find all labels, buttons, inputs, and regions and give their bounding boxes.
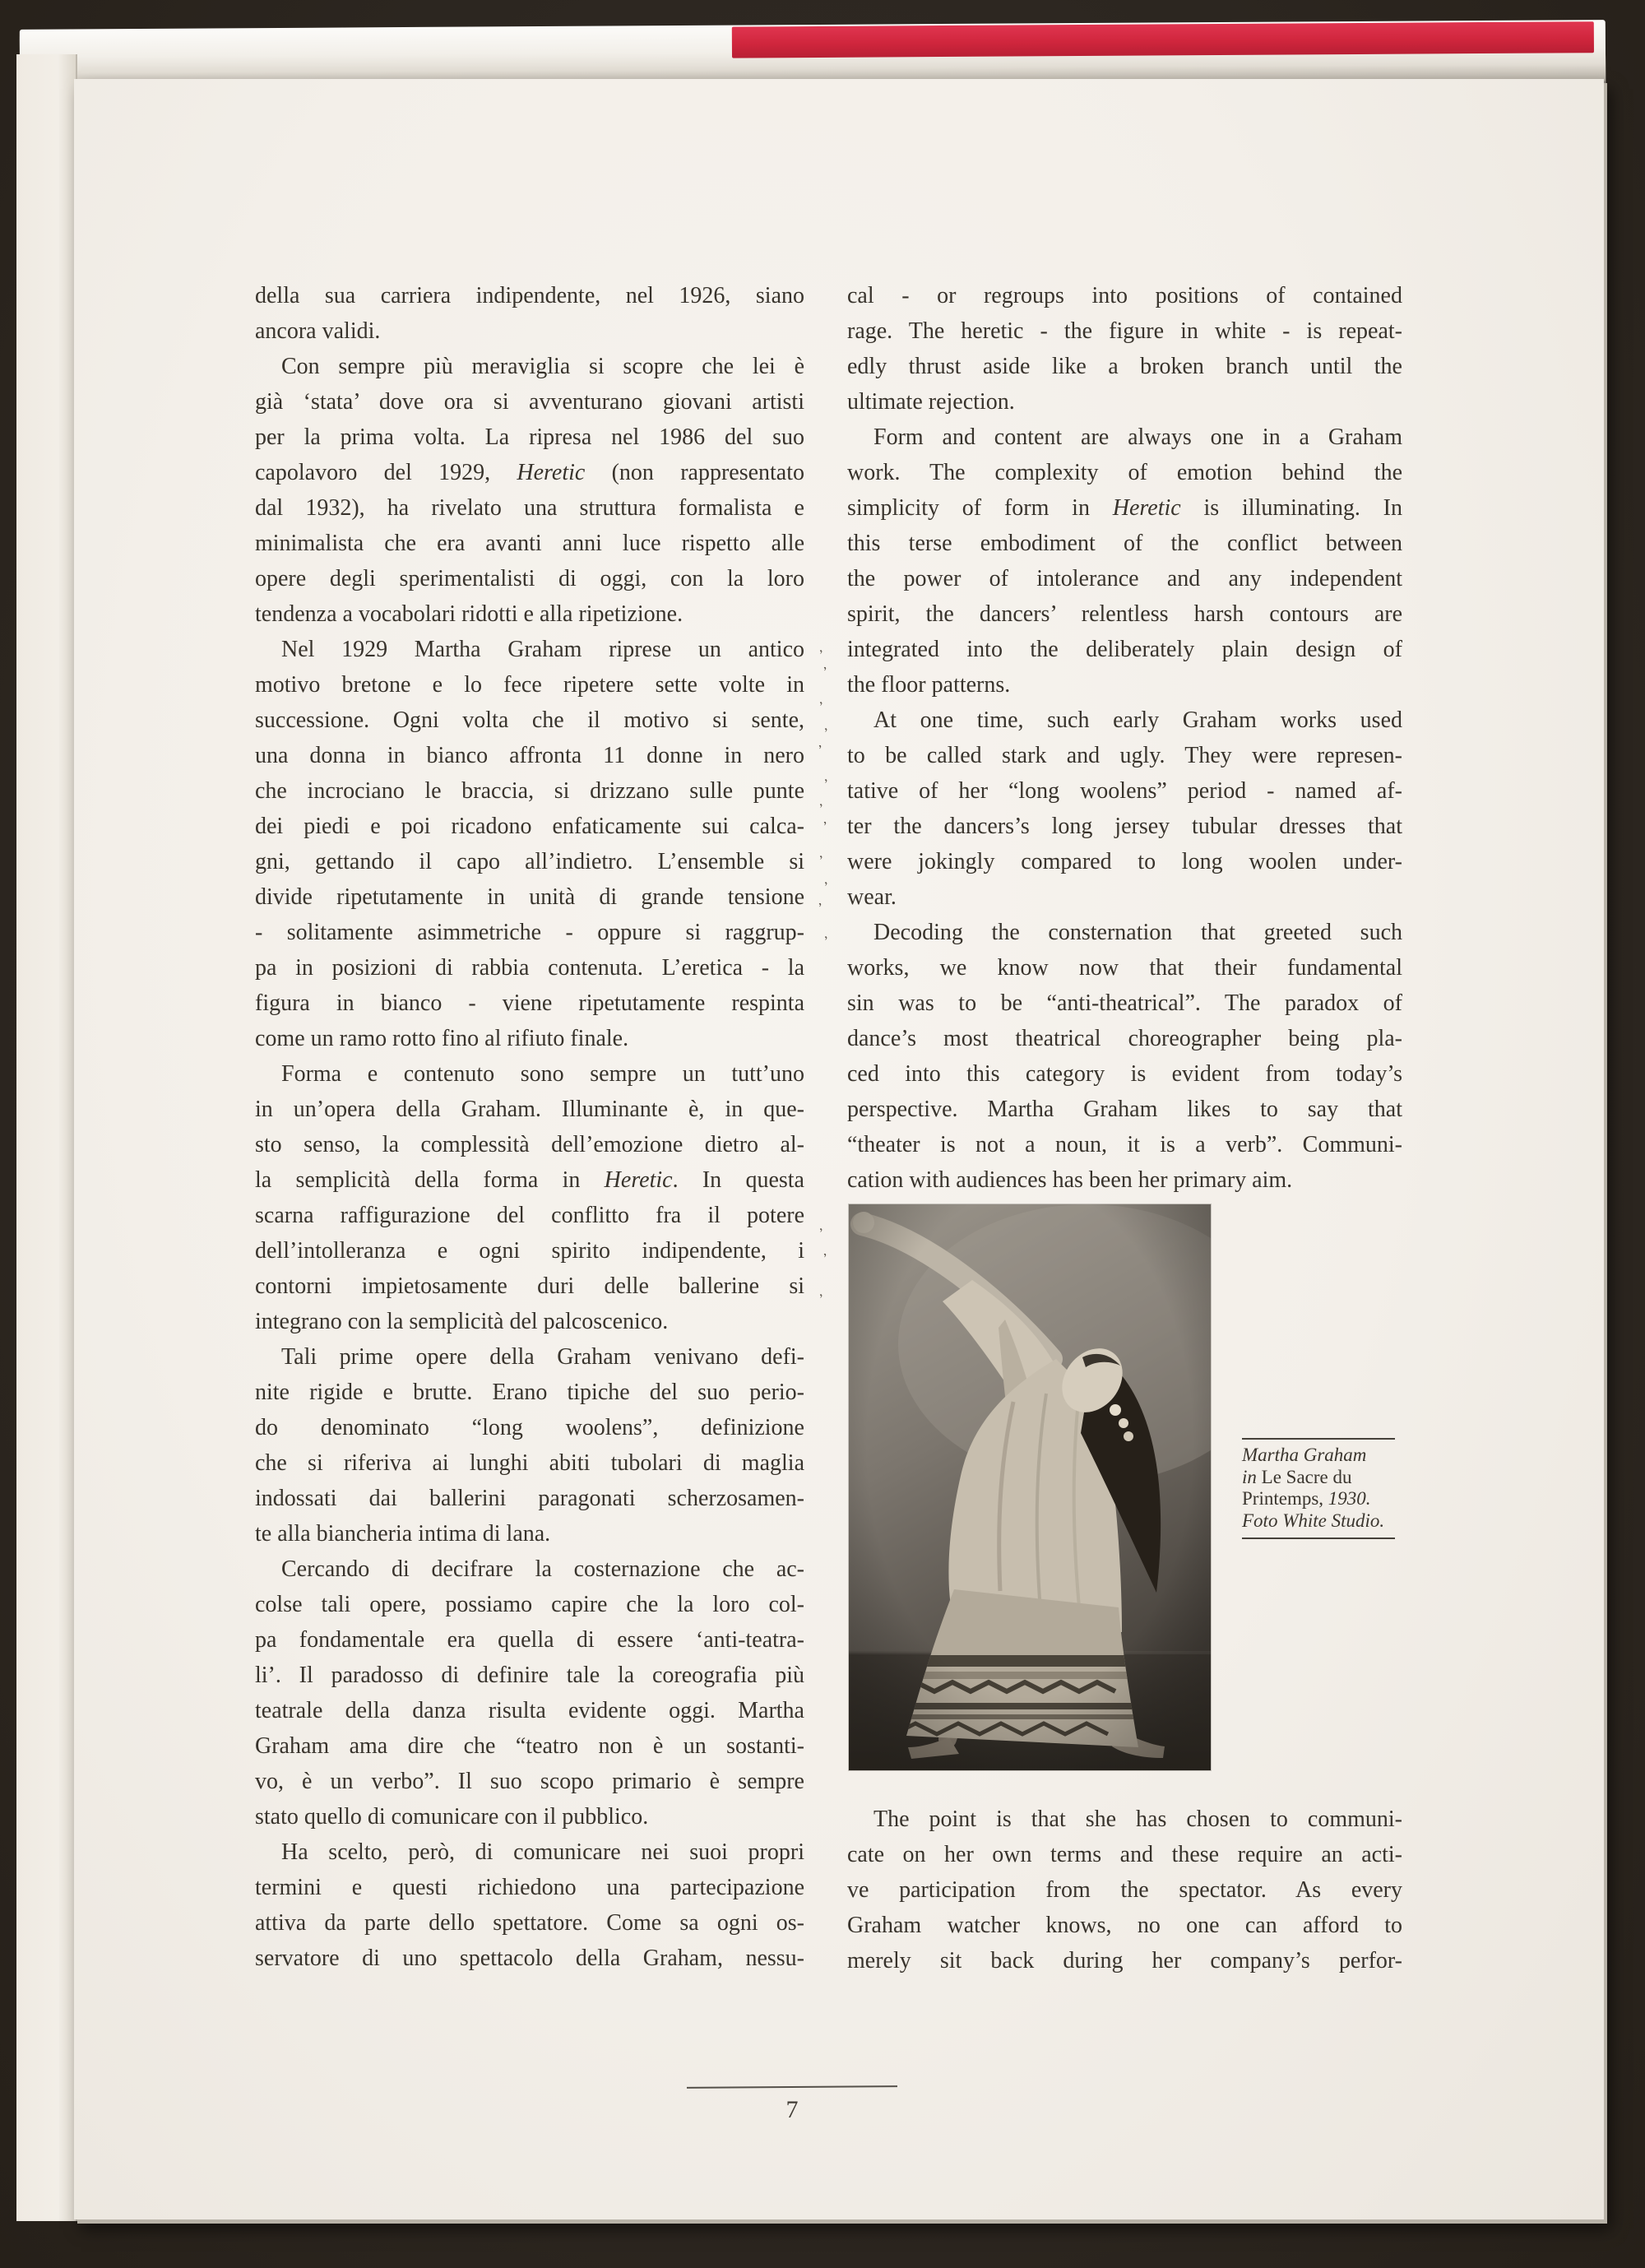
body-line: were jokingly compared to long woolen under-: [847, 849, 1402, 874]
body-line: divide ripetutamente in unità di grande tensione: [255, 884, 804, 910]
body-line: una donna in bianco affronta 11 donne in nero: [255, 743, 804, 768]
body-line: dell’intolleranza e ogni spirito indipendente, i: [255, 1238, 804, 1264]
body-line: dei piedi e poi ricadono enfaticamente sui calca-: [255, 814, 804, 839]
body-line: della sua carriera indipendente, nel 1926, siano: [255, 283, 804, 308]
bleed-through-mark: ,: [817, 1282, 824, 1300]
body-line: merely sit back during her company’s perfor-: [847, 1948, 1402, 1973]
body-line: ve participation from the spectator. As every: [847, 1877, 1402, 1903]
body-line: simplicity of form in Heretic is illuminating. In: [847, 495, 1402, 521]
body-line: cate on her own terms and these require an acti-: [847, 1842, 1402, 1867]
body-line: successione. Ogni volta che il motivo si sente,: [255, 707, 804, 733]
body-line: Nel 1929 Martha Graham riprese un antico: [281, 637, 804, 662]
body-line: the power of intolerance and any independent: [847, 566, 1402, 591]
body-line: minimalista che era avanti anni luce rispetto alle: [255, 531, 804, 556]
body-line: opere degli sperimentalisti di oggi, con la loro: [255, 566, 804, 591]
body-line: cal - or regroups into positions of contained: [847, 283, 1402, 308]
body-line: integrano con la semplicità del palcoscenico.: [255, 1309, 669, 1334]
body-line: sto senso, la complessità dell’emozione dietro al-: [255, 1132, 804, 1157]
bleed-through-mark: ’: [817, 741, 825, 758]
body-line: this terse embodiment of the conflict between: [847, 531, 1402, 556]
body-line: ter the dancers’s long jersey tubular dresses that: [847, 814, 1402, 839]
body-line: Decoding the consternation that greeted such: [873, 920, 1402, 945]
body-line: servatore di uno spettacolo della Graham, nessu-: [255, 1946, 804, 1971]
bleed-through-mark: ,: [822, 870, 829, 888]
body-line: tative of her “long woolens” period - named af-: [847, 778, 1402, 804]
body-line: work. The complexity of emotion behind the: [847, 460, 1402, 485]
red-cover-stripe: [732, 21, 1594, 58]
body-line: tendenza a vocabolari ridotti e alla ripetizione.: [255, 601, 683, 627]
body-line: to be called stark and ugly. They were represen-: [847, 743, 1402, 768]
body-line: vo, è un verbo”. Il suo scopo primario è sempre: [255, 1769, 804, 1794]
page-number: 7: [785, 2096, 799, 2123]
body-line: motivo bretone e lo fece ripetere sette volte in: [255, 672, 804, 698]
body-line: attiva da parte dello spettatore. Come sa ogni os-: [255, 1910, 804, 1936]
body-line: li’. Il paradosso di definire tale la coreografia più: [255, 1663, 804, 1688]
bleed-through-mark: ,: [817, 792, 824, 809]
underlying-page-edge: [16, 54, 77, 2221]
caption-line: Foto White Studio.: [1242, 1510, 1385, 1531]
caption-line: Martha Graham: [1242, 1445, 1367, 1465]
bleed-through-mark: ,: [822, 925, 829, 942]
body-line: dance’s most theatrical choreographer being pla-: [847, 1026, 1402, 1051]
caption-line: in Le Sacre du: [1242, 1466, 1352, 1487]
right-column-english-text-top: [847, 278, 1402, 1198]
body-line: capolavoro del 1929, Heretic (non rappresentato: [255, 460, 804, 485]
bleed-through-mark: ,: [817, 638, 824, 656]
magazine-page: [74, 79, 1604, 2219]
body-line: che si riferiva ai lunghi abiti tubolari di maglia: [255, 1450, 804, 1476]
body-line: teatrale della danza risulta evidente oggi. Martha: [255, 1698, 804, 1723]
body-line: perspective. Martha Graham likes to say that: [847, 1097, 1402, 1122]
body-line: The point is that she has chosen to communi-: [873, 1807, 1402, 1832]
right-column-english-text-bottom: [847, 1802, 1402, 1978]
body-line: Graham ama dire che “teatro non è un sostanti-: [255, 1733, 804, 1759]
body-line: già ‘stata’ dove ora si avventurano giovani artisti: [255, 389, 804, 415]
body-line: Graham watcher knows, no one can afford to: [847, 1913, 1402, 1938]
body-line: works, we know now that their fundamental: [847, 955, 1402, 981]
bleed-through-mark: ’: [822, 1250, 830, 1267]
bleed-through-mark: ’: [822, 818, 830, 835]
body-line: nite rigide e brutte. Erano tipiche del suo perio-: [255, 1380, 804, 1405]
body-line: dal 1932), ha rivelato una struttura formalista e: [255, 495, 804, 521]
body-line: Forma e contenuto sono sempre un tutt’uno: [281, 1061, 804, 1087]
body-line: la semplicità della forma in Heretic. In questa: [255, 1167, 804, 1193]
body-line: te alla biancheria intima di lana.: [255, 1521, 551, 1547]
body-line: “theater is not a noun, it is a verb”. Communi-: [847, 1132, 1402, 1157]
body-line: per la prima volta. La ripresa nel 1986 del suo: [255, 424, 804, 450]
body-line: pa fondamentale era quella di essere ‘anti-teatra-: [255, 1627, 804, 1653]
body-line: termini e questi richiedono una partecipazione: [255, 1875, 804, 1900]
body-line: figura in bianco - viene ripetutamente respinta: [255, 990, 804, 1016]
bleed-through-mark: ,: [822, 768, 829, 785]
bleed-through-mark: ’: [817, 899, 825, 916]
footer-rule: [687, 2085, 897, 2089]
body-line: Con sempre più meraviglia si scopre che lei è: [281, 354, 804, 379]
body-line: edly thrust aside like a broken branch until the: [847, 354, 1402, 379]
body-line: colse tali opere, possiamo capire che la loro col-: [255, 1592, 804, 1617]
bleed-through-mark: ,: [822, 717, 829, 734]
body-line: Form and content are always one in a Graham: [873, 424, 1402, 450]
body-line: wear.: [847, 884, 897, 910]
body-line: gni, gettando il capo all’indietro. L’ensemble si: [255, 849, 804, 874]
left-column-italian-text: [255, 278, 804, 1976]
body-line: ancora validi.: [255, 318, 381, 344]
bleed-through-mark: ,: [817, 1217, 824, 1234]
body-line: scarna raffigurazione del conflitto fra il potere: [255, 1203, 804, 1228]
body-line: ultimate rejection.: [847, 389, 1015, 415]
body-line: do denominato “long woolens”, definizione: [255, 1415, 804, 1440]
body-line: the floor patterns.: [847, 672, 1011, 698]
body-line: sin was to be “anti-theatrical”. The paradox of: [847, 990, 1402, 1016]
body-line: ced into this category is evident from today’s: [847, 1061, 1402, 1087]
bleed-through-mark: ’: [822, 663, 830, 680]
bleed-through-mark: ,: [817, 690, 824, 707]
body-line: come un ramo rotto fino al rifiuto finale.: [255, 1026, 629, 1051]
martha-graham-photo: [849, 1204, 1211, 1770]
body-line: Ha scelto, però, di comunicare nei suoi propri: [281, 1839, 804, 1865]
body-line: stato quello di comunicare con il pubblico.: [255, 1804, 649, 1830]
bleed-through-marks: [818, 79, 838, 2219]
body-line: che incrociano le braccia, si drizzano sulle punte: [255, 778, 804, 804]
body-line: - solitamente asimmetriche - oppure si raggrup-: [255, 920, 804, 945]
caption-line: Printemps, 1930.: [1242, 1488, 1371, 1509]
body-line: integrated into the deliberately plain design of: [847, 637, 1402, 662]
body-line: pa in posizioni di rabbia contenuta. L’eretica - la: [255, 955, 804, 981]
bleed-through-mark: ,: [817, 844, 824, 861]
body-line: Tali prime opere della Graham venivano defi-: [281, 1344, 804, 1370]
body-line: Cercando di decifrare la costernazione che ac-: [281, 1556, 804, 1582]
body-line: in un’opera della Graham. Illuminante è, in que-: [255, 1097, 804, 1122]
body-line: At one time, such early Graham works used: [873, 707, 1402, 733]
body-line: indossati dai ballerini paragonati scherzosamen-: [255, 1486, 804, 1511]
photo-caption: [1242, 1438, 1395, 1539]
body-line: cation with audiences has been her primary aim.: [847, 1167, 1293, 1193]
body-line: spirit, the dancers’ relentless harsh contours are: [847, 601, 1402, 627]
body-line: rage. The heretic - the figure in white - is repeat-: [847, 318, 1402, 344]
body-line: contorni impietosamente duri delle ballerine si: [255, 1273, 804, 1299]
